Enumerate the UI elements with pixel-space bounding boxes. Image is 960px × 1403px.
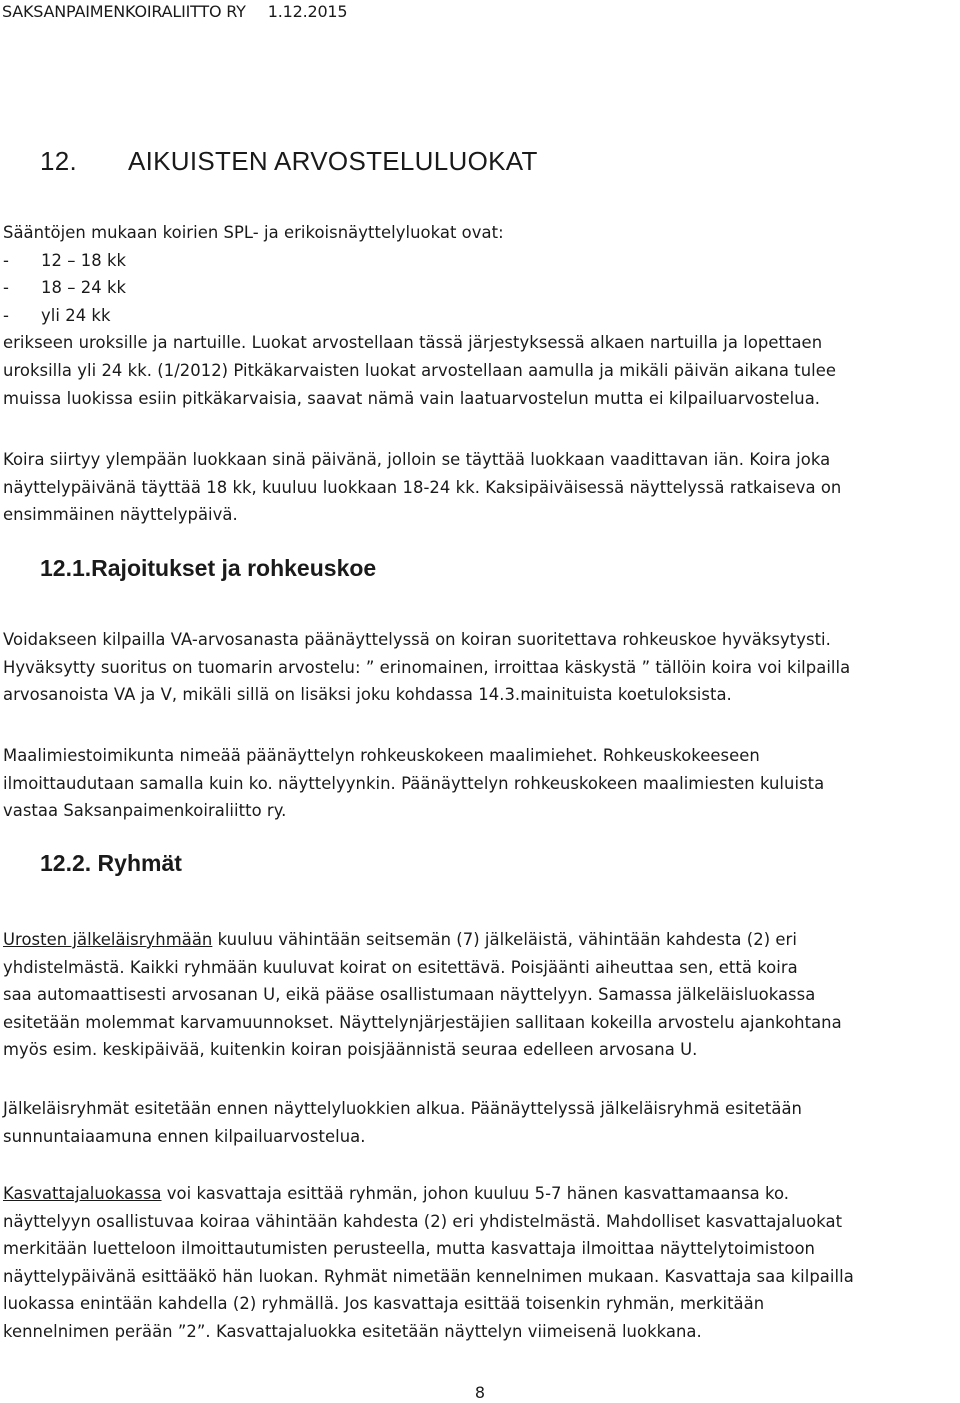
paragraph-line: esitetään molemmat karvamuunnokset. Näyttelynjärjestäjien sallitaan kokeilla arvostelu ajankohtana <box>3 1012 842 1032</box>
section-12-1-para2 <box>3 742 958 825</box>
paragraph-line: ensimmäinen näyttelypäivä. <box>3 505 238 525</box>
class-list-item: - 12 – 18 kk <box>3 250 127 270</box>
header-date: 1.12.2015 <box>267 2 348 21</box>
paragraph-line: Voidakseen kilpailla VA-arvosanasta päänäyttelyssä on koiran suoritettava rohkeuskoe hyväksytysti. <box>3 630 831 649</box>
paragraph-line: ilmoittaudutaan samalla kuin ko. näyttelyynkin. Päänäyttelyn rohkeuskokeen maalimiesten kuluista <box>3 773 825 793</box>
paragraph-line: kennelnimen perään ”2”. Kasvattajaluokka esitetään näyttelyn viimeisenä luokkana. <box>3 1321 702 1341</box>
paragraph-line: muissa luokissa esiin pitkäkarvaisia, saavat nämä vain laatuarvostelun mutta ei kilpailuarvostelua. <box>3 388 821 408</box>
paragraph-line: vastaa Saksanpaimenkoiraliitto ry. <box>3 801 287 821</box>
paragraph-line: myös esim. keskipäivää, kuitenkin koiran poisjäännistä seuraa edelleen arvosana U. <box>3 1040 698 1060</box>
paragraph-line: näyttelypäivänä esittääkö hän luokan. Ryhmät nimetään kennelnimen mukaan. Kasvattaja saa kilpailla <box>3 1266 854 1286</box>
paragraph-line: yhdistelmästä. Kaikki ryhmään kuuluvat koirat on esitettävä. Poisjäänti aiheuttaa sen, että koira <box>3 957 798 977</box>
paragraph-line: Jälkeläisryhmät esitetään ennen näyttelyluokkien alkua. Päänäyttelyssä jälkeläisryhmä esitetään <box>3 1099 802 1118</box>
section-12-title: AIKUISTEN ARVOSTELULUOKAT <box>128 146 538 176</box>
group-term: Urosten jälkeläisryhmään <box>3 930 213 949</box>
paragraph-line: näyttelyyn osallistuvaa koiraa vähintään kahdesta (2) eri yhdistelmästä. Mahdolliset kasvattajaluokat <box>3 1211 843 1231</box>
section-12-1-heading: 12.1.Rajoitukset ja rohkeuskoe <box>40 555 377 581</box>
paragraph-line: Maalimiestoimikunta nimeää päänäyttelyn rohkeuskokeen maalimiehet. Rohkeuskokeeseen <box>3 746 760 765</box>
section-12-2-para2 <box>3 1095 958 1150</box>
section-12-1-para1 <box>3 626 958 709</box>
class-list-item: - yli 24 kk <box>3 305 111 325</box>
paragraph-line: sunnuntaiaamuna ennen kilpailuarvostelua. <box>3 1126 366 1146</box>
section-12-heading <box>40 146 538 177</box>
paragraph-line: Hyväksytty suoritus on tuomarin arvostelu: ” erinomainen, irroittaa käskystä ” tällöin koira voi kilpailla <box>3 657 851 677</box>
paragraph-line: Urosten jälkeläisryhmään kuuluu vähintään seitsemän (7) jälkeläistä, vähintään kahdesta (2) eri <box>3 930 797 949</box>
paragraph-line: luokassa enintään kahdella (2) ryhmällä. Jos kasvattaja esittää toisenkin ryhmän, merkitään <box>3 1294 765 1314</box>
page-number: 8 <box>474 1383 486 1402</box>
section-12-2-para3 <box>3 1180 958 1346</box>
class-list-item: - 18 – 24 kk <box>3 278 127 298</box>
paragraph-line: näyttelypäivänä täyttää 18 kk, kuuluu luokkaan 18-24 kk. Kaksipäiväisessä näyttelyssä ratkaiseva on <box>3 477 842 497</box>
page-header <box>2 2 347 21</box>
breeder-term: Kasvattajaluokassa <box>3 1184 162 1203</box>
section-12-intro: Sääntöjen mukaan koirien SPL- ja erikoisnäyttelyluokat ovat: <box>3 223 504 242</box>
section-12-body <box>3 219 958 412</box>
paragraph-line: uroksilla yli 24 kk. (1/2012) Pitkäkarvaisten luokat arvostellaan aamulla ja mikäli päivän aikana tulee <box>3 360 837 380</box>
section-12-2-para1 <box>3 926 958 1064</box>
paragraph-line: Kasvattajaluokassa voi kasvattaja esittää ryhmän, johon kuuluu 5-7 hänen kasvattamaansa ko. <box>3 1184 789 1203</box>
header-org: SAKSANPAIMENKOIRALIITTO RY <box>2 2 246 21</box>
paragraph-line: Koira siirtyy ylempään luokkaan sinä päivänä, jolloin se täyttää luokkaan vaadittavan iän. Koira joka <box>3 450 831 469</box>
section-12-number: 12. <box>40 146 78 176</box>
paragraph-line: merkitään luetteloon ilmoittautumisten perusteella, mutta kasvattaja ilmoittaa näyttelytoimistoon <box>3 1239 815 1259</box>
paragraph-line: arvosanoista VA ja V, mikäli sillä on lisäksi joku kohdassa 14.3.mainituista koetuloksista. <box>3 685 732 705</box>
section-12-para2 <box>3 446 958 529</box>
paragraph-line: saa automaattisesti arvosanan U, eikä pääse osallistumaan näyttelyyn. Samassa jälkeläisluokassa <box>3 985 816 1005</box>
section-12-2-heading: 12.2. Ryhmät <box>40 850 182 876</box>
paragraph-line: erikseen uroksille ja nartuille. Luokat arvostellaan tässä järjestyksessä alkaen nartuilla ja lopettaen <box>3 333 823 353</box>
